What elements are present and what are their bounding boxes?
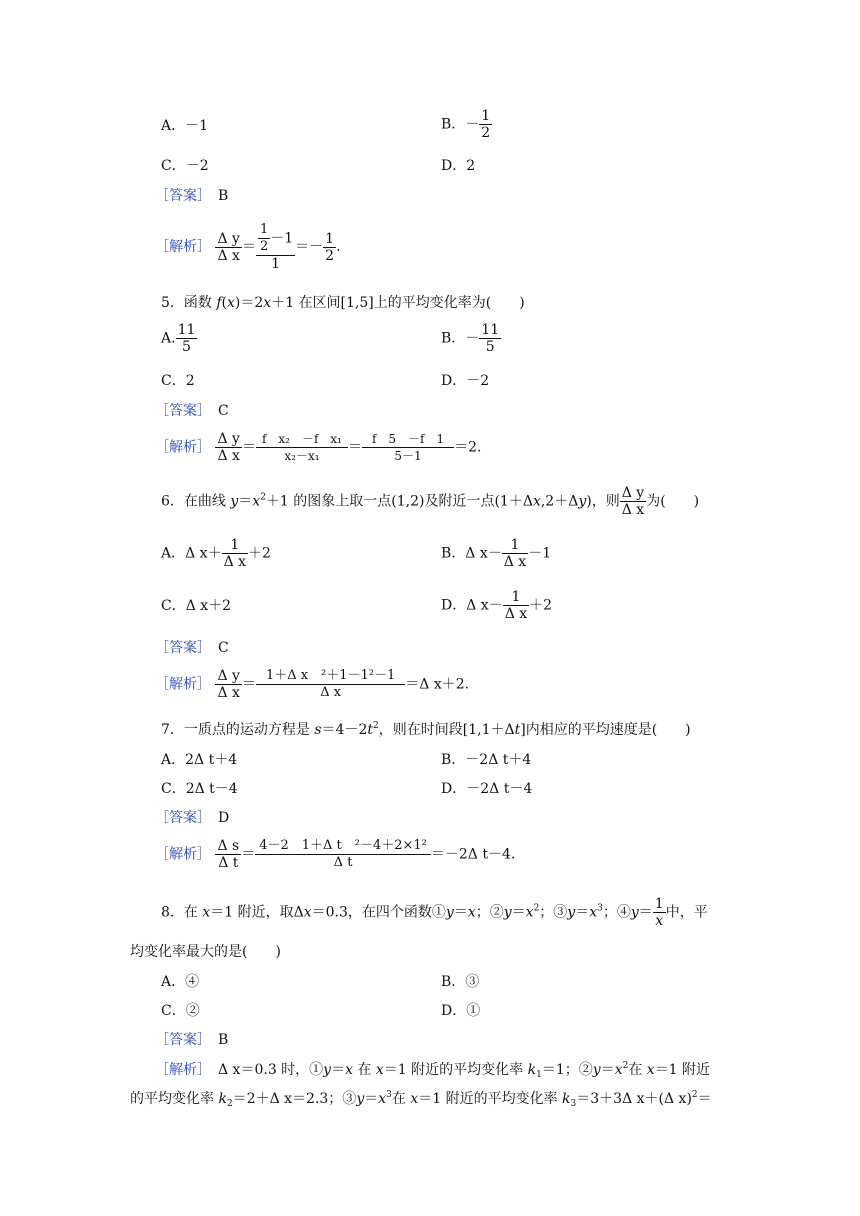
q7-answer: ［答案］ D [155, 810, 230, 826]
q6-answer: ［答案］ C [155, 640, 229, 656]
q6-stem: 6．在曲线 $y=x^2+1$ 的图象上取一点(1,2)及附近一点(1＋Δx,2＋Δy)，则 $\frac{\text{Δ y}}{\text{Δ x}}$ 为( ) [161, 485, 700, 518]
q5-option-d: D．－2 [441, 373, 490, 389]
q8-answer: ［答案］ B [155, 1032, 229, 1048]
q5-option-c: C．2 [161, 373, 195, 389]
analysis-tag: ［解析］ [155, 439, 211, 456]
q7-analysis: ［解析］ $\frac{\text{Δ s}}{\text{Δ t}}$ ＝ $\frac{\text{4－2 1＋Δ t ²－4＋2×1²}}{\text{Δ t}}$ ＝－2Δ t－4. [155, 838, 516, 871]
q5-option-b: B．－ $\frac{11}{5}$ [441, 322, 500, 355]
answer-tag: ［答案］ [155, 810, 204, 826]
analysis-tag: ［解析］ [155, 1062, 204, 1078]
answer-tag: ［答案］ [155, 1032, 204, 1048]
q6-option-c: C．Δ x＋2 [161, 598, 232, 614]
q6-analysis: ［解析］ $\frac{\text{Δ y}}{\text{Δ x}}$ ＝ $\frac{\text{1＋Δ x ²＋1－1²－1}}{\text{Δ x}}$ ＝Δ x＋2. [155, 668, 470, 701]
q4-option-b-fraction: $\frac{1}{2}$ [481, 108, 491, 141]
q8-stem-line1: 8．在 x＝1 附近，取Δx＝0.3，在四个函数①y＝x；$②y=x^2$；$③y=x^3$；④y＝ $\frac{1}{x}$ 中，平 [161, 896, 708, 929]
q5-analysis: ［解析］ $\frac{\text{Δ y}}{\text{Δ x}}$ ＝ $\frac{\text{f x₂ －f x₁}}{\text{x₂－x₁}}$ ＝ $\frac{f 5 -f 1}{5-1}$ ＝2. [155, 431, 482, 464]
analysis-tag: ［解析］ [155, 846, 211, 863]
q8-analysis-line1: ［解析］ Δ x＝0.3 时，①y＝x 在 x＝1 附近的平均变化率 $k_1=1$；$②y=x^2$在 x＝1 附近 [155, 1061, 711, 1080]
q5-option-a: A. $\frac{11}{5}$ [161, 322, 196, 355]
q7-option-b: B．－2Δ t＋4 [441, 752, 532, 768]
answer-tag: ［答案］ [155, 640, 204, 656]
q4-option-a: A．－1 [161, 118, 209, 134]
q8-stem-line2: 均变化率最大的是( ) [130, 944, 281, 960]
q6-option-b: B．Δ x－ $\frac{1}{\text{Δ x}}$ －1 [441, 537, 552, 570]
answer-tag: ［答案］ [155, 403, 204, 419]
q4-option-d: D．2 [441, 158, 476, 174]
q7-option-a: A．2Δ t＋4 [161, 752, 238, 768]
q8-option-b: B．③ [441, 974, 480, 990]
q8-option-d: D．① [441, 1003, 481, 1019]
analysis-tag: ［解析］ [155, 239, 211, 255]
q6-option-d: D．Δ x－ $\frac{1}{\text{Δ x}}$ ＋2 [441, 589, 553, 622]
q8-analysis-line2: 的平均变化率 $k_2=2+\Delta$ x＝2.3；$③y=x^3$在 x＝1 附近的平均变化率 $k_3=3+3\Delta$ x＋(Δ x)$^2$＝ [130, 1090, 712, 1109]
q5-answer: ［答案］ C [155, 403, 229, 419]
q8-option-c: C．② [161, 1003, 200, 1019]
q6-option-a: A．Δ x＋ $\frac{1}{\text{Δ x}}$ ＋2 [161, 537, 271, 570]
analysis-tag: ［解析］ [155, 676, 211, 693]
q4-option-c: C．－2 [161, 158, 209, 174]
q7-option-c: C．2Δ t－4 [161, 781, 238, 797]
q4-option-b: B．－ $\frac{1}{2}$ [441, 108, 491, 141]
q7-stem: 7．一质点的运动方程是 $s=4-2t^2$，则在时间段[1,1＋Δt]内相应的平均速度是( ) [161, 721, 691, 738]
q5-stem: 5．函数 f(x)＝2x＋1 在区间[1,5]上的平均变化率为( ) [161, 295, 525, 311]
answer-tag: ［答案］ [155, 188, 204, 204]
q4-analysis: ［解析］ $\frac{\text{Δ y}}{\text{Δ x}}$ ＝ $\frac{1}{2}$ －1 1 ＝－ $\frac{1}{2}$ . [155, 222, 341, 272]
q4-answer: ［答案］ B [155, 188, 229, 204]
q7-option-d: D．－2Δ t－4 [441, 781, 533, 797]
q8-option-a: A．④ [161, 974, 200, 990]
